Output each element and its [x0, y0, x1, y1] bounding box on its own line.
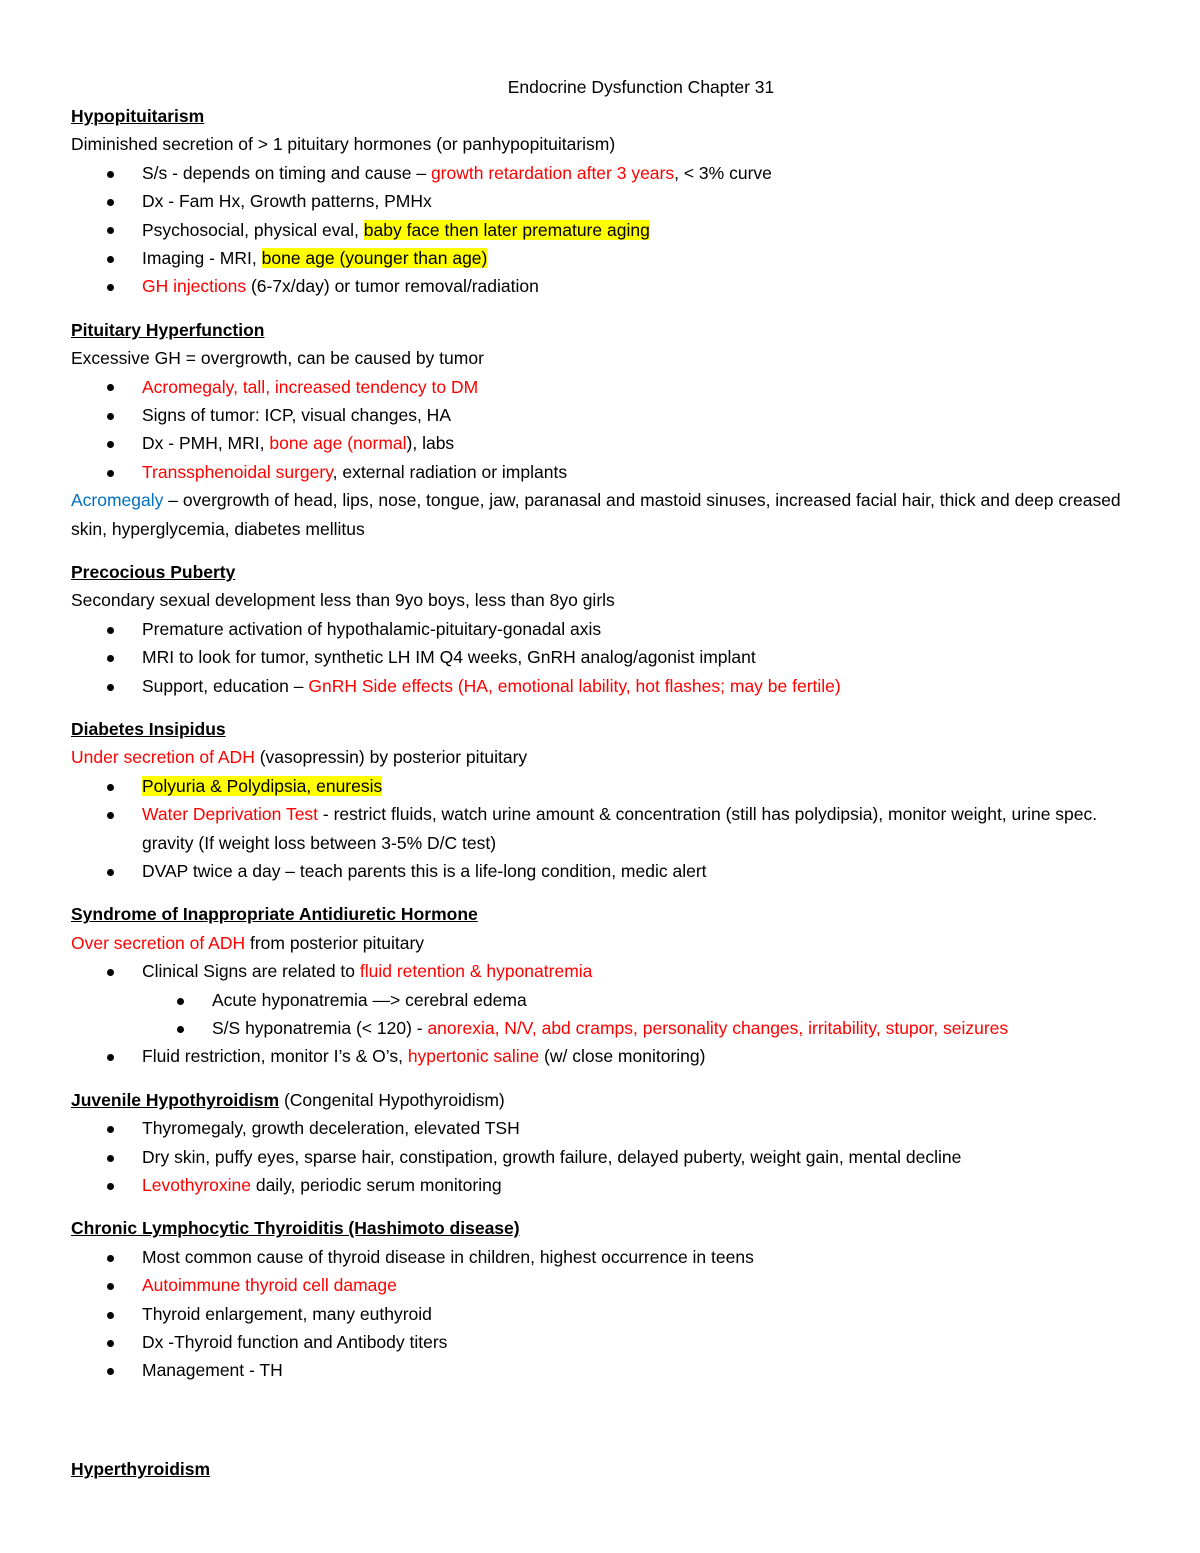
section-heading-row	[71, 1086, 1141, 1114]
section-heading: Chronic Lymphocytic Thyroiditis (Hashimoto disease)	[71, 1218, 520, 1239]
list-item	[71, 458, 1141, 486]
item-text: Dx - PMH, MRI,	[142, 433, 270, 454]
bullet-icon	[107, 373, 114, 401]
list-item	[71, 401, 1141, 429]
list-item	[71, 272, 1141, 300]
bullet-list	[71, 159, 1141, 301]
note-term: Acromegaly	[71, 490, 164, 511]
bullet-icon	[107, 672, 114, 700]
bullet-icon	[107, 1271, 114, 1299]
bullet-icon	[107, 857, 114, 885]
bullet-icon	[107, 1243, 114, 1271]
bullet-list	[71, 1114, 1141, 1199]
section-intro: Excessive GH = overgrowth, can be caused by tumor	[71, 348, 484, 369]
item-text-red: Acromegaly, tall, increased tendency to DM	[142, 376, 479, 397]
intro-text-red: Over secretion of ADH	[71, 932, 246, 953]
item-text: Fluid restriction, monitor I’s & O’s,	[142, 1046, 408, 1067]
item-text: S/S hyponatremia (< 120) -	[212, 1018, 428, 1039]
bullet-icon	[107, 272, 114, 300]
list-item	[71, 957, 1141, 985]
section-heading: Hypopituitarism	[71, 106, 205, 126]
item-text: Psychosocial, physical eval,	[142, 219, 364, 240]
document-title: Endocrine Dysfunction Chapter 31	[507, 77, 775, 97]
item-text: Signs of tumor: ICP, visual changes, HA	[142, 405, 451, 425]
bullet-icon	[107, 216, 114, 244]
list-item	[71, 615, 1141, 643]
list-item	[71, 187, 1141, 215]
list-item	[71, 1171, 1141, 1199]
section-hypopituitarism	[71, 102, 1141, 301]
section-intro: Diminished secretion of > 1 pituitary hormones (or panhypopituitarism)	[71, 134, 616, 155]
list-item	[71, 1328, 1141, 1356]
item-text: DVAP twice a day – teach parents this is a life-long condition, medic alert	[142, 861, 707, 882]
bullet-icon	[107, 1171, 114, 1199]
list-item	[71, 1143, 1141, 1171]
item-text-red: Levothyroxine	[142, 1175, 251, 1196]
list-item	[71, 429, 1141, 457]
item-text: Clinical Signs are related to	[142, 961, 360, 982]
section-heading: Syndrome of Inappropriate Antidiuretic Hormone	[71, 904, 478, 925]
item-text: , external radiation or implants	[332, 461, 568, 482]
item-text: Imaging - MRI,	[142, 248, 262, 268]
bullet-icon	[107, 1143, 114, 1171]
section-heading: Juvenile Hypothyroidism	[71, 1089, 280, 1110]
item-text: S/s - depends on timing and cause –	[142, 162, 431, 183]
list-item	[71, 159, 1141, 187]
bullet-list	[71, 1243, 1141, 1385]
document-page	[71, 74, 1141, 1498]
item-text: Most common cause of thyroid disease in children, highest occurrence in teens	[142, 1246, 754, 1267]
item-text: Premature activation of hypothalamic-pituitary-gonadal axis	[142, 618, 602, 639]
bullet-icon	[107, 159, 114, 187]
bullet-list	[71, 615, 1141, 700]
item-text-red: GnRH Side effects (HA, emotional lability, hot flashes; may be fertile)	[308, 675, 841, 696]
item-text: (6-7x/day) or tumor removal/radiation	[246, 276, 539, 297]
bullet-icon	[107, 458, 114, 486]
item-text: - restrict fluids, watch urine amount & concentration (still has polydipsia), monitor weight, urine spec. gravity (If weight loss between 3-5% D/C test)	[142, 804, 1098, 853]
section-pituitary-hyperfunction	[71, 316, 1141, 543]
intro-text: from posterior pituitary	[245, 932, 425, 953]
note-text: – overgrowth of head, lips, nose, tongue, jaw, paranasal and mastoid sinuses, increased facial hair, thick and deep creased skin, hyperglycemia, diabetes mellitus	[71, 490, 1121, 539]
item-text-red: bone age (normal	[269, 433, 407, 454]
item-text: daily, periodic serum monitoring	[250, 1175, 502, 1196]
intro-text: (vasopressin) by posterior pituitary	[254, 747, 528, 768]
list-item	[71, 857, 1141, 885]
item-text-highlight: bone age (younger than age)	[261, 248, 488, 268]
bullet-icon	[107, 1356, 114, 1384]
intro-text-red: Under secretion of ADH	[71, 747, 255, 768]
section-precocious-puberty	[71, 558, 1141, 700]
item-text-red: Transsphenoidal surgery	[142, 461, 333, 482]
item-text-highlight: Polyuria & Polydipsia, enuresis	[142, 775, 383, 796]
item-text-red: growth retardation after 3 years	[430, 162, 675, 183]
bullet-icon	[107, 1300, 114, 1328]
item-text: , < 3% curve	[674, 162, 772, 183]
list-item	[71, 216, 1141, 244]
item-text: ), labs	[406, 433, 455, 454]
section-heading: Diabetes Insipidus	[71, 719, 226, 740]
section-siadh	[71, 900, 1141, 1070]
bullet-icon	[107, 1114, 114, 1142]
list-item	[71, 1271, 1141, 1299]
bullet-icon	[107, 643, 114, 671]
bullet-icon	[107, 615, 114, 643]
item-text-red: GH injections	[142, 276, 247, 297]
section-intro	[71, 929, 1141, 957]
section-intro	[71, 743, 1141, 771]
list-item	[71, 800, 1141, 857]
section-heading: Hyperthyroidism	[71, 1458, 211, 1479]
list-item	[71, 1300, 1141, 1328]
list-item	[71, 643, 1141, 671]
list-item	[71, 244, 1141, 272]
list-item	[71, 1356, 1141, 1384]
item-text: Thyroid enlargement, many euthyroid	[142, 1303, 432, 1324]
item-text: Dx - Fam Hx, Growth patterns, PMHx	[142, 191, 432, 212]
bullet-icon	[107, 957, 114, 985]
bullet-icon	[107, 401, 114, 429]
section-hashimoto	[71, 1214, 1141, 1384]
bullet-icon	[107, 772, 114, 800]
list-subitem	[71, 986, 1141, 1014]
item-text: Dry skin, puffy eyes, sparse hair, constipation, growth failure, delayed puberty, weight gain, mental decline	[142, 1146, 962, 1167]
section-juvenile-hypothyroidism	[71, 1086, 1141, 1200]
item-text: (w/ close monitoring)	[539, 1046, 706, 1067]
section-heading: Precocious Puberty	[71, 562, 236, 583]
item-text: Dx -Thyroid function and Antibody titers	[142, 1332, 448, 1353]
bullet-icon	[107, 1328, 114, 1356]
item-text-red: anorexia, N/V, abd cramps, personality changes, irritability, stupor, seizures	[427, 1018, 1009, 1039]
list-item	[71, 1042, 1141, 1070]
bullet-icon	[107, 244, 114, 272]
list-item	[71, 1114, 1141, 1142]
list-item	[71, 1243, 1141, 1271]
bullet-icon	[107, 429, 114, 457]
item-text: Thyromegaly, growth deceleration, elevated TSH	[142, 1118, 520, 1139]
item-text-highlight: baby face then later premature aging	[363, 219, 650, 240]
list-item	[71, 373, 1141, 401]
section-intro: Secondary sexual development less than 9yo boys, less than 8yo girls	[71, 590, 615, 611]
list-item	[71, 672, 1141, 700]
section-diabetes-insipidus	[71, 715, 1141, 885]
section-hyperthyroidism	[71, 1455, 1141, 1483]
section-heading: Pituitary Hyperfunction	[71, 319, 265, 340]
item-text: Support, education –	[142, 675, 309, 696]
bullet-list	[71, 373, 1141, 487]
item-text: Acute hyponatremia —> cerebral edema	[212, 989, 527, 1010]
item-text: Management - TH	[142, 1360, 283, 1381]
list-subitem	[71, 1014, 1141, 1042]
acromegaly-note	[71, 486, 1141, 543]
item-text: MRI to look for tumor, synthetic LH IM Q4 weeks, GnRH analog/agonist implant	[142, 647, 756, 668]
item-text-red: Autoimmune thyroid cell damage	[142, 1275, 397, 1296]
bullet-icon	[177, 986, 184, 1014]
heading-suffix: (Congenital Hypothyroidism)	[279, 1089, 505, 1110]
item-text-red: fluid retention & hyponatremia	[359, 961, 593, 982]
list-item	[71, 772, 1141, 800]
bullet-icon	[177, 1014, 184, 1042]
item-text-red: hypertonic saline	[407, 1046, 540, 1067]
bullet-icon	[107, 1042, 114, 1070]
bullet-icon	[107, 800, 114, 828]
bullet-icon	[107, 187, 114, 215]
item-text-red: Water Deprivation Test	[142, 804, 319, 825]
bullet-list	[71, 772, 1141, 886]
bullet-list	[71, 957, 1141, 1071]
